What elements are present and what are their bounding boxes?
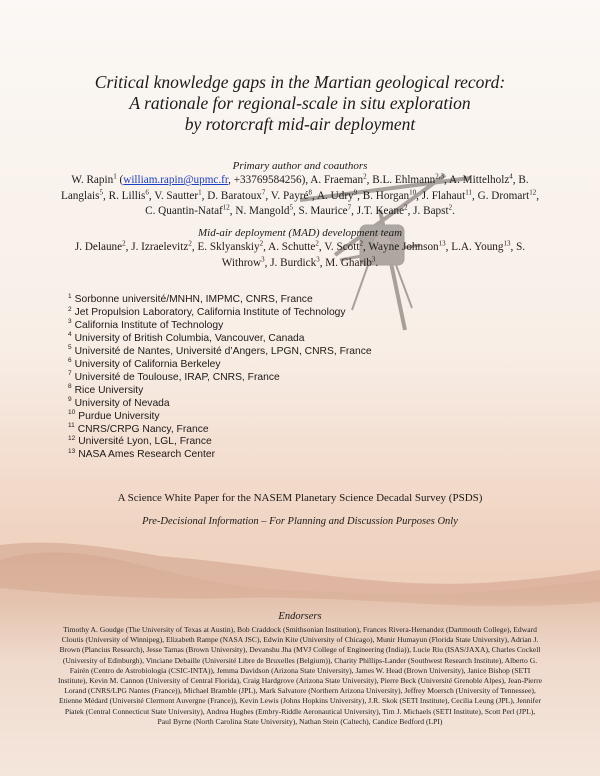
affiliation-marker: 11	[465, 187, 473, 196]
mad-team-member: M. Gharib	[325, 256, 372, 269]
coauthor-name: , A. Udry	[312, 189, 354, 202]
coauthor-name: .	[452, 205, 455, 217]
affiliation-item	[68, 372, 428, 385]
coauthor-name: , G. Dromart	[472, 189, 530, 202]
affiliation-number: 1	[68, 292, 72, 300]
affiliation-number: 3	[68, 318, 72, 326]
mad-team-list: J. Delaune$^2$, J. Izraelevitz$^2$, E. Sklyanskiy$^2$, A. Schutte$^2$, V. Scott$^2$, Wayne Johnson$^{13}$, L.A. Young$^{13}$, S. Withrow$^3$, J. Burdick$^3$, M. Gharib$^3$.	[74, 239, 526, 269]
affiliation-marker: 2	[315, 239, 319, 248]
coauthor-name: , J.T. Keane	[351, 205, 405, 217]
affiliation-item	[68, 320, 428, 333]
affiliation-text: Jet Propulsion Laboratory, California Institute of Technology	[74, 306, 346, 318]
coauthor-name: , S. Maurice	[292, 205, 348, 217]
affiliation-number: 5	[68, 344, 72, 352]
coauthor-name: , N. Mangold	[229, 205, 290, 217]
lead-author-contact: , +33769584256), A. Fraeman	[228, 174, 364, 186]
affiliation-text: Université de Toulouse, IRAP, CNRS, France	[74, 371, 280, 383]
affiliation-item	[68, 411, 428, 424]
affiliation-number: 8	[68, 383, 72, 391]
affiliation-text: University of California Berkeley	[74, 358, 221, 370]
affiliation-marker: 2	[404, 203, 408, 212]
affiliation-marker: 3	[371, 254, 376, 263]
coauthor-name: , C. Quantin-Nataf	[145, 189, 539, 217]
title-line-3: by rotorcraft mid-air deployment	[184, 114, 416, 134]
affiliation-number: 11	[68, 422, 75, 430]
coauthor-name: , A. Mittelholz	[444, 174, 510, 186]
affiliation-marker: 5	[289, 203, 293, 212]
coauthor-name: , V. Payré	[265, 189, 309, 202]
affiliation-marker: 2	[188, 239, 192, 248]
white-paper-statement: A Science White Paper for the NASEM Planetary Science Decadal Survey (PSDS)	[117, 492, 483, 504]
affiliation-marker: 3	[316, 254, 320, 263]
affiliation-text: NASA Ames Research Center	[78, 449, 216, 461]
affiliation-number: 9	[68, 396, 72, 404]
mad-team-member: J. Delaune	[74, 241, 123, 253]
affiliation-text: Université Lyon, LGL, France	[78, 436, 212, 448]
primary-authors-heading: Primary author and coauthors	[232, 160, 368, 172]
affiliation-item	[68, 436, 428, 449]
affiliation-marker: 2	[122, 239, 126, 248]
mad-team-heading: Mid-air deployment (MAD) development team	[197, 227, 403, 239]
coauthor-name: , J. Bapst	[407, 205, 449, 217]
coauthor-name: , B.L. Ehlmann	[366, 174, 436, 186]
coauthor-name: , V. Sautter	[148, 189, 199, 202]
affiliation-marker: 13	[503, 239, 511, 248]
affiliation-text: University of Nevada	[74, 397, 170, 409]
affiliation-text: Purdue University	[78, 410, 160, 422]
primary-author-list: W. Rapin$^1$ (william.rapin@upmc.fr, +33769584256), A. Fraeman$^2$, B.L. Ehlmann$^{2,3}$, A. Mittelholz$^4$, B. Langlais$^5$, R. Lillis$^6$, V. Sautter$^1$, D. Baratoux$^7$, V. Payré$^8$, A. Udry$^9$, B. Horgan$^{10}$, J. Flahaut$^{11}$, G. Dromart$^{12}$, C. Quantin-Nataf$^{12}$, N. Mangold$^5$, S. Maurice$^7$, J.T. Keane$^2$, J. Bapst$^2$.	[61, 172, 539, 217]
affiliation-marker: 6	[145, 187, 149, 196]
affiliation-item	[68, 449, 428, 462]
endorsers-heading: Endorsers	[278, 611, 322, 622]
affiliation-marker: 4	[509, 172, 513, 181]
coauthor-name: , D. Baratoux	[201, 189, 262, 202]
affiliation-number: 13	[68, 448, 76, 456]
mad-team-member: A. Schutte	[268, 241, 316, 253]
affiliation-text: University of British Columbia, Vancouver, Canada	[74, 332, 305, 344]
title-line-1: Critical knowledge gaps in the Martian geological record:	[94, 72, 506, 92]
affiliation-item	[68, 359, 428, 372]
affiliation-marker: 5	[99, 187, 104, 196]
affiliation-text: CNRS/CRPG Nancy, France	[77, 423, 209, 435]
affiliation-item	[68, 385, 428, 398]
affiliation-marker: 7	[261, 187, 266, 196]
title-line-2: A rationale for regional-scale in situ exploration	[129, 93, 471, 113]
affiliation-marker: 8	[308, 187, 312, 196]
affiliation-item	[68, 307, 428, 320]
affiliation-item	[68, 294, 428, 307]
affiliation-number: 4	[68, 331, 72, 339]
predecisional-notice: Pre-Decisional Information – For Planning and Discussion Purposes Only	[142, 516, 458, 527]
affiliation-list	[68, 294, 428, 462]
affiliation-number: 10	[68, 409, 76, 417]
affiliation-item	[68, 333, 428, 346]
coauthor-name: , J. Flahaut	[416, 189, 466, 202]
mad-team-member: J. Izraelevitz	[131, 241, 189, 253]
affiliation-marker: 10	[409, 187, 417, 196]
affiliation-marker: 1	[198, 187, 202, 196]
lead-author: W. Rapin	[71, 174, 114, 186]
affiliation-marker: 7	[347, 203, 352, 212]
affiliation-item	[68, 424, 428, 437]
coauthor-name: , B. Langlais	[61, 174, 529, 202]
affiliation-marker: 2	[363, 172, 367, 181]
affiliation-item	[68, 398, 428, 411]
affiliation-number: 2	[68, 305, 72, 313]
affiliation-marker: 2	[448, 203, 453, 212]
affiliation-text: Université de Nantes, Université d’Angers, LPGN, CNRS, France	[74, 345, 372, 357]
coauthor-name: , R. Lillis	[103, 189, 146, 202]
mad-team-member: L.A. Young	[451, 241, 504, 253]
affiliation-item	[68, 346, 428, 359]
affiliation-marker: 3	[261, 254, 265, 263]
coauthor-name: , B. Horgan	[357, 189, 410, 202]
affiliation-number: 7	[68, 370, 72, 378]
mad-team-member: E. Sklyanskiy	[197, 241, 260, 253]
mad-team-member: Wayne Johnson	[368, 241, 439, 253]
email-link[interactable]: william.rapin@upmc.fr	[123, 174, 229, 186]
affiliation-marker: 9	[353, 187, 358, 196]
mad-team-member: J. Burdick	[270, 256, 317, 269]
affiliation-text: California Institute of Technology	[74, 319, 224, 331]
affiliation-marker: 12	[529, 187, 537, 196]
affiliation-marker: 12	[222, 203, 230, 212]
paper-title	[40, 72, 560, 135]
affiliation-marker: 13	[438, 239, 446, 248]
mad-team-member: V. Scott	[324, 241, 360, 253]
affiliation-text: Rice University	[74, 384, 144, 396]
affiliation-number: 6	[68, 357, 72, 365]
affiliation-text: Sorbonne université/MNHN, IMPMC, CNRS, France	[74, 294, 313, 305]
affiliation-marker: 2	[359, 239, 363, 248]
affiliation-marker: 2,3	[435, 172, 445, 181]
affiliation-number: 12	[68, 435, 76, 443]
affiliation-marker: 2	[259, 239, 264, 248]
mad-team-member: S. Withrow	[221, 241, 526, 269]
endorsers-list: Timothy A. Goudge (The University of Texas at Austin), Bob Craddock (Smithsonian Institution), Frances Rivera-Hernandez (Dartmouth College), Edward Cloutis (University of Winnipeg), Elizabeth Rampe (NASA JSC), Edwin Kite (University of Chicago), Munir Humayun (Florida State University), Adrian J. Brown (Plancius Research), Jesse Tarnas (Brown University), Devanshu Jha (MVJ College of Engineering (India)), Lucie Riu (ISAS/JAXA), Charles Cockell (University of Edinburgh), Vinciane Debaille (Université Libre de Bruxelles (Belgium)), Charity Phillips-Lander (Southwest Research Institute), Alberto G. Fairén (Centro de Astrobiología (CSIC-INTA)), Jemma Davidson (Arizona State University), James W. Head (Brown University), Janice Bishop (SETI Institute), Kevin M. Cannon (University of Central Florida), Craig Hardgrove (Arizona State University), Pierre Beck (Université Grenoble Alpes), Jean-Pierre Lorand (CNRS/LPG Nantes (France)), Michael Bramble (JPL), Mark Salvatore (Northern Arizona University), Jeffrey Moersch (University of Tennessee), Etienne Médard (Université Clermont Auvergne (France)), Kevin Lewis (Johns Hopkins University), J.R. Skok (SETI Institute), Cecilia Leung (JPL), Jennifer Piatek (Central Connecticut State University), Andrea Hughes (Embry-Riddle Aeronautical University), Tim J. Michaels (SETI Institute), Scott Perl (JPL), Paul Byrne (North Carolina State University), Nathan Stein (Caltech), Candice Bedford (LPI)	[58, 625, 542, 726]
